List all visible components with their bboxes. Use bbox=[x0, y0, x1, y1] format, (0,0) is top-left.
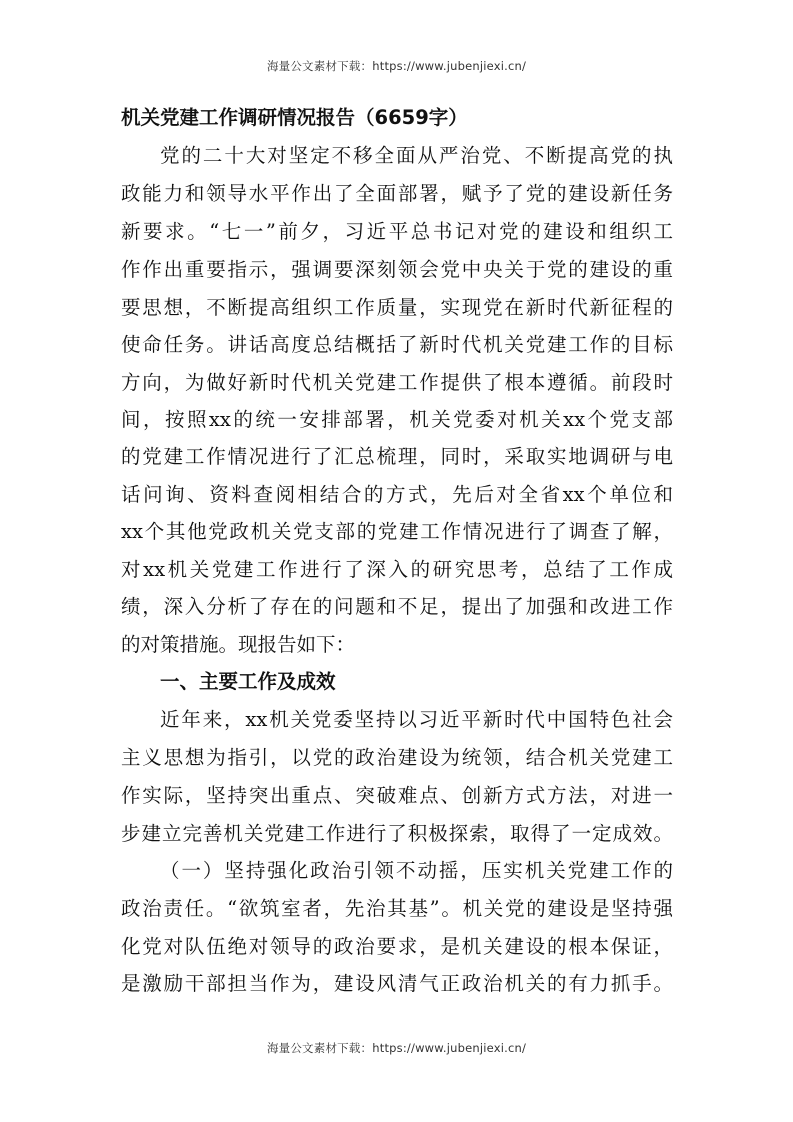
paragraph-line: （一）坚持强化政治引领不动摇，压实机关党建工作的 bbox=[160, 859, 673, 882]
paragraph-line: 对xx机关党建工作进行了深入的研究思考，总结了工作成 bbox=[121, 558, 673, 581]
paragraph-line: xx个其他党政机关党支部的党建工作情况进行了调查了解， bbox=[121, 520, 673, 543]
paragraph-line: 政治责任。“欲筑室者，先治其基”。机关党的建设是坚持强 bbox=[121, 897, 673, 920]
watermark-header: 海量公文素材下载：https://www.jubenjiexi.cn/ bbox=[266, 59, 527, 73]
paragraph-line: 话问询、资料查阅相结合的方式，先后对全省xx个单位和 bbox=[121, 483, 673, 506]
section-heading: 一、主要工作及成效 bbox=[160, 670, 336, 693]
document-title: 机关党建工作调研情况报告（6659字） bbox=[121, 106, 468, 129]
paragraph-line: 作作出重要指示，强调要深刻领会党中央关于党的建设的重 bbox=[121, 258, 673, 281]
paragraph-line: 政能力和领导水平作出了全面部署，赋予了党的建设新任务 bbox=[121, 182, 673, 205]
paragraph-line: 方向，为做好新时代机关党建工作提供了根本遵循。前段时 bbox=[121, 371, 673, 394]
watermark-footer: 海量公文素材下载：https://www.jubenjiexi.cn/ bbox=[266, 1041, 527, 1055]
paragraph-line: 步建立完善机关党建工作进行了积极探索，取得了一定成效。 bbox=[121, 822, 673, 845]
paragraph-line: 近年来，xx机关党委坚持以习近平新时代中国特色社会 bbox=[160, 708, 673, 731]
paragraph-line: 主义思想为指引，以党的政治建设为统领，结合机关党建工 bbox=[121, 746, 673, 769]
paragraph-line: 的党建工作情况进行了汇总梳理，同时，采取实地调研与电 bbox=[121, 445, 673, 468]
paragraph-line: 党的二十大对坚定不移全面从严治党、不断提高党的执 bbox=[160, 144, 673, 167]
paragraph-line: 作实际，坚持突出重点、突破难点、创新方式方法，对进一 bbox=[121, 784, 673, 807]
paragraph-line: 化党对队伍绝对领导的政治要求，是机关建设的根本保证， bbox=[121, 935, 673, 958]
paragraph-line: 的对策措施。现报告如下： bbox=[121, 633, 356, 656]
paragraph-line: 间，按照xx的统一安排部署，机关党委对机关xx个党支部 bbox=[121, 408, 673, 431]
paragraph-line: 是激励干部担当作为，建设风清气正政治机关的有力抓手。 bbox=[121, 972, 673, 995]
paragraph-line: 绩，深入分析了存在的问题和不足，提出了加强和改进工作 bbox=[121, 595, 673, 618]
paragraph-line: 要思想，不断提高组织工作质量，实现党在新时代新征程的 bbox=[121, 296, 673, 319]
paragraph-line: 使命任务。讲话高度总结概括了新时代机关党建工作的目标 bbox=[121, 333, 673, 356]
paragraph-line: 新要求。“七一”前夕，习近平总书记对党的建设和组织工 bbox=[121, 220, 673, 243]
